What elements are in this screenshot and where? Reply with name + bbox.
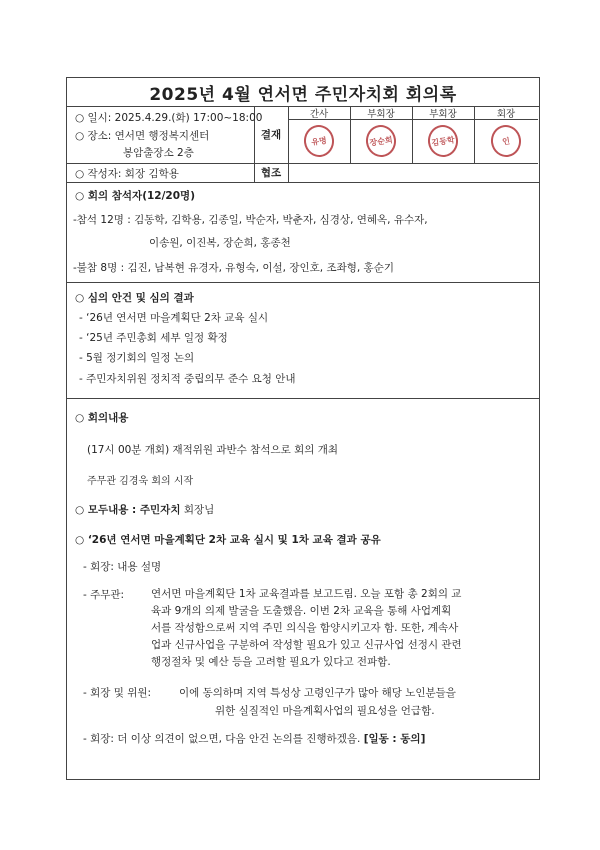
opening-remarks-label: ○ 모두내용 : 주민자치: [75, 504, 181, 516]
officer-line: 서를 작성함으로써 지역 주민 의식을 함양시키고자 함. 또한, 계속사: [151, 622, 459, 634]
attendance-present-cont: 이송원, 이진복, 장순희, 홍종천: [149, 237, 291, 249]
role-vice-chair-2: 부회장: [412, 106, 475, 120]
approval-table: [254, 106, 539, 182]
stamp-cell-secretary: [288, 119, 351, 164]
officer-line: 육과 9개의 의제 발굴을 도출했음. 이번 2차 교육을 통해 사업계획: [151, 605, 452, 617]
closing-text: - 회장: 더 이상 의견이 없으면, 다음 안건 논의를 진행하겠음.: [83, 733, 361, 745]
opening-remarks-suffix: 회장님: [180, 504, 215, 516]
seal-stamp-secretary: 유명: [302, 123, 336, 159]
officer-line: 업과 신규사업을 구분하여 작성할 필요가 있고 신규사업 선정시 관련: [151, 639, 462, 651]
agenda-section: [67, 282, 539, 399]
members-line: 이에 동의하며 지역 특성상 고령인구가 많아 해당 노인분들을: [179, 687, 456, 699]
members-line: 위한 실질적인 마을계획사업의 필요성을 언급함.: [215, 705, 435, 717]
agenda-item: - ‘26년 연서면 마을계획단 2차 교육 실시: [79, 312, 269, 324]
stamp-cell-vice-chair-2: [412, 119, 475, 164]
seal-stamp-chair: 인: [489, 123, 523, 159]
officer-statement: [151, 586, 462, 671]
cooperation-cell: [288, 163, 539, 182]
meeting-place-detail: 봉암출장소 2층: [123, 147, 194, 159]
role-chair: 회장: [474, 106, 538, 120]
attendance-section: [67, 182, 539, 283]
meeting-place: ○ 장소: 연서면 행정복지센터: [75, 130, 210, 142]
header-block: [67, 106, 539, 183]
stamp-cell-vice-chair-1: [350, 119, 413, 164]
minutes-start: 주무관 김경욱 회의 시작: [87, 476, 194, 487]
meeting-info: [67, 106, 263, 182]
officer-line: 연서면 마을계획단 1차 교육결과를 보고드림. 오늘 포함 총 2회의 교: [151, 588, 462, 600]
minutes-document: [66, 77, 540, 780]
seal-stamp-vice-chair-2: 김동학: [426, 123, 460, 159]
meeting-date: ○ 일시: 2025.4.29.(화) 17:00~18:00: [75, 112, 263, 124]
minutes-heading: ○ 회의내용: [75, 412, 129, 424]
agenda-item: - 5월 정기회의 일정 논의: [79, 352, 195, 364]
officer-line: 행정절차 및 예산 등을 고려할 필요가 있다고 전파함.: [151, 656, 391, 668]
minutes-opening: (17시 00분 개회) 재적위원 과반수 참석으로 회의 개최: [87, 444, 338, 456]
document-title: 2025년 4월 연서면 주민자치회 회의록: [67, 78, 539, 107]
meeting-author: ○ 작성자: 회장 김학용: [67, 163, 254, 182]
chair-explain: - 회장: 내용 설명: [83, 561, 162, 573]
topic-heading: ○ ‘26년 연서면 마을계획단 2차 교육 실시 및 1차 교육 결과 공유: [75, 534, 381, 546]
cooperation-label: 협조: [254, 163, 289, 182]
role-vice-chair-1: 부회장: [350, 106, 413, 120]
closing-tag: [일동 : 동의]: [363, 733, 426, 745]
agenda-item: - 주민자치위원 정치적 중립의무 준수 요청 안내: [79, 373, 296, 385]
seal-stamp-vice-chair-1: 장순희: [364, 123, 398, 159]
attendance-absent: -불참 8명 : 김진, 남복현 유경자, 유형숙, 이설, 장인호, 조좌형, 홍순기: [73, 262, 394, 274]
members-label: - 회장 및 위원:: [83, 687, 152, 699]
approval-label: 결재: [254, 106, 289, 164]
officer-label: - 주무관:: [83, 589, 125, 601]
attendance-present: -참석 12명 : 김동학, 김학용, 김종일, 박순자, 박춘자, 심경상, 연혜옥, 유수자,: [73, 214, 428, 226]
opening-remarks: [75, 502, 214, 517]
stamp-cell-chair: [474, 119, 538, 164]
role-secretary: 간사: [288, 106, 351, 120]
agenda-item: - ‘25년 주민총회 세부 일정 확정: [79, 332, 228, 344]
agenda-heading: ○ 심의 안건 및 심의 결과: [75, 292, 194, 304]
attendance-heading: ○ 회의 참석자(12/20명): [75, 190, 195, 202]
closing-line: [83, 731, 425, 746]
